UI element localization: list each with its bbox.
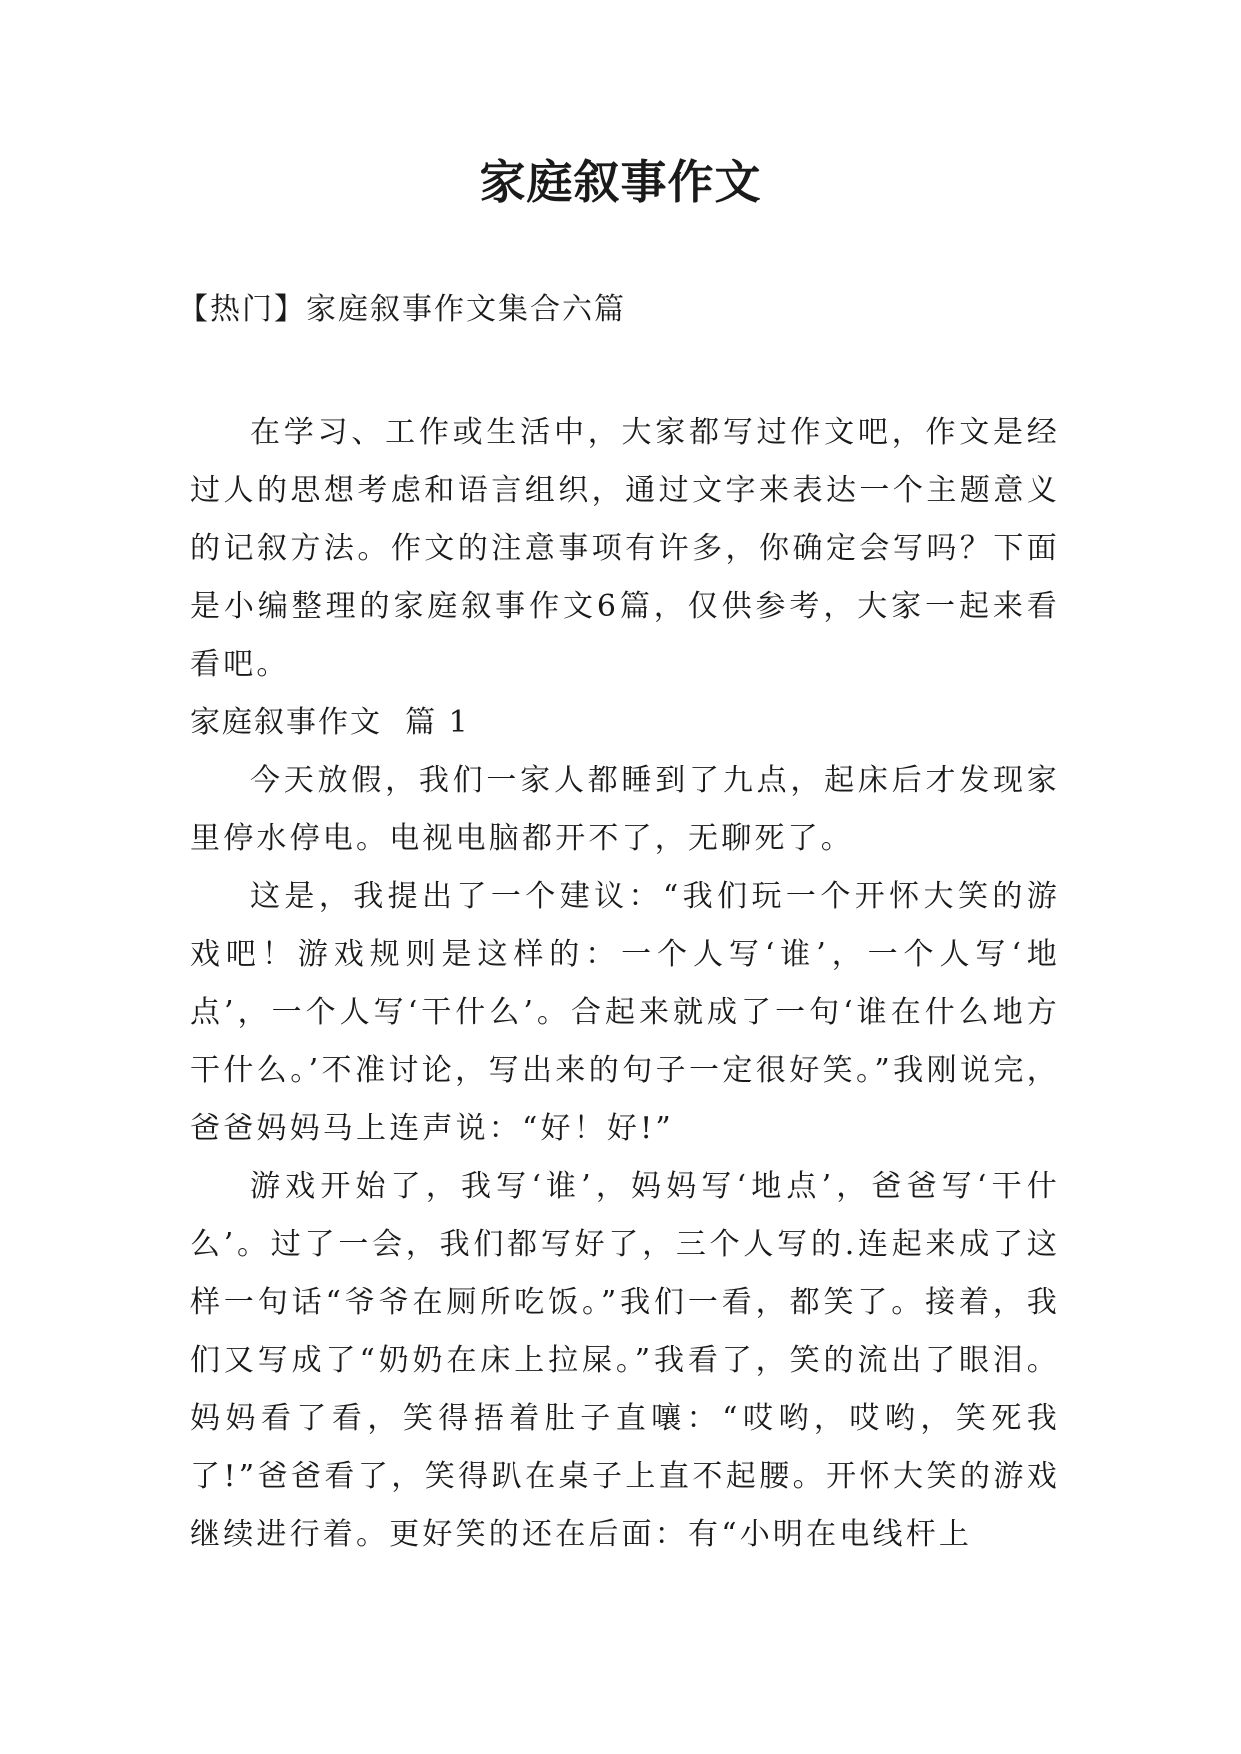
body-paragraph-1: 今天放假，我们一家人都睡到了九点，起床后才发现家里停水停电。电视电脑都开不了，无聊死了。	[190, 763, 1060, 856]
document-body	[190, 404, 1060, 1564]
body-paragraph-2: 这是，我提出了一个建议：“我们玩一个开怀大笑的游戏吧！游戏规则是这样的：一个人写‘谁’，一个人写‘地点’，一个人写‘干什么’。合起来就成了一句‘谁在什么地方干什么。’不准讨论，写出来的句子一定很好笑。”我刚说完，爸爸妈妈马上连声说：“好！好!”	[190, 879, 1060, 1146]
body-paragraph-3: 游戏开始了，我写‘谁’，妈妈写‘地点’，爸爸写‘干什么’。过了一会，我们都写好了，三个人写的.连起来成了这样一句话“爷爷在厕所吃饭。”我们一看，都笑了。接着，我们又写成了“奶奶在床上拉屎。”我看了，笑的流出了眼泪。妈妈看了看，笑得捂着肚子直嚷：“哎哟，哎哟，笑死我了!”爸爸看了，笑得趴在桌子上直不起腰。开怀大笑的游戏继续进行着。更好笑的还在后面：有“小明在电线杆上	[190, 1169, 1060, 1552]
intro-paragraph: 在学习、工作或生活中，大家都写过作文吧，作文是经过人的思想考虑和语言组织，通过文字来表达一个主题意义的记叙方法。作文的注意事项有许多，你确定会写吗？下面是小编整理的家庭叙事作文6篇，仅供参考，大家一起来看看吧。	[190, 415, 1060, 682]
document-title: 家庭叙事作文	[479, 155, 762, 209]
section-heading: 家庭叙事作文 篇 1	[190, 705, 470, 740]
document-subtitle: 【热门】家庭叙事作文集合六篇	[178, 292, 626, 327]
